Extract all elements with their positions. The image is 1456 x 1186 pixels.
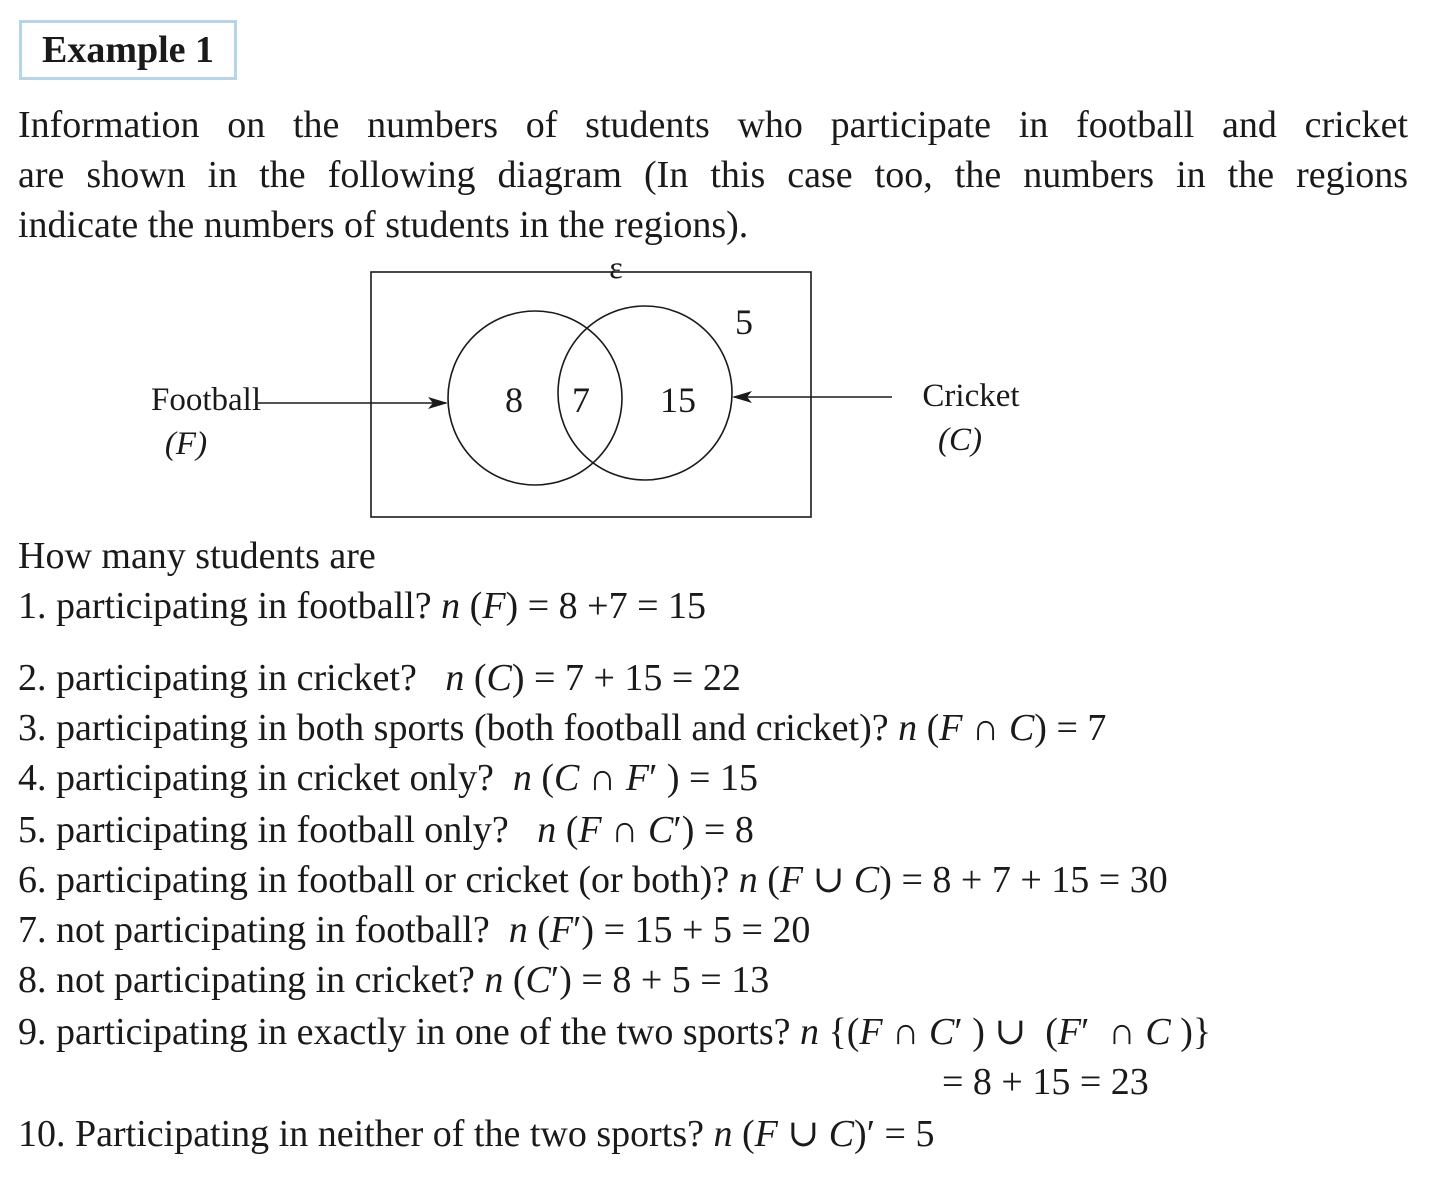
venn-diagram	[0, 248, 1100, 528]
question-3-answer: n (F ∩ C) = 7	[898, 707, 1107, 749]
question-5	[18, 808, 754, 852]
intro-line-2: are shown in the following diagram (In this case too, the numbers in the regions	[18, 154, 1408, 196]
question-6	[18, 858, 1168, 902]
question-9-text: 9. participating in exactly in one of the two sports?	[18, 1011, 800, 1053]
question-1	[18, 584, 706, 628]
cricket-symbol: (C)	[938, 422, 982, 458]
question-7-answer: n (F′) = 15 + 5 = 20	[508, 909, 811, 951]
question-3	[18, 706, 1106, 750]
question-9-answer: n {(F ∩ C′ ) ∪ (F′ ∩ C )}	[799, 1011, 1212, 1053]
question-6-answer: n (F ∪ C) = 8 + 7 + 15 = 30	[738, 859, 1168, 901]
cricket-label: Cricket	[922, 378, 1020, 414]
outside-region-value: 5	[735, 302, 753, 342]
question-9-continuation: = 8 + 15 = 23	[942, 1061, 1149, 1103]
football-only-value: 8	[505, 380, 523, 420]
football-label: Football	[150, 382, 262, 418]
question-2	[18, 656, 741, 700]
universal-set-symbol: ε	[609, 249, 623, 285]
question-7	[18, 908, 810, 952]
question-8-answer: n (C′) = 8 + 5 = 13	[484, 959, 770, 1001]
question-10-answer: n (F ∪ C)′ = 5	[713, 1113, 935, 1155]
question-3-text: 3. participating in both sports (both football and cricket)?	[18, 707, 899, 749]
question-8	[18, 958, 769, 1002]
intro-paragraph	[18, 100, 1408, 250]
question-10-text: 10. Participating in neither of the two sports?	[18, 1113, 714, 1155]
question-9	[18, 1010, 1211, 1054]
question-6-text: 6. participating in football or cricket (or both)?	[18, 859, 739, 901]
question-8-text: 8. not participating in cricket?	[18, 959, 485, 1001]
question-4-answer: n (C ∩ F′ ) = 15	[512, 757, 758, 799]
intersection-value: 7	[572, 380, 590, 420]
question-5-answer: n (F ∩ C′) = 8	[537, 809, 754, 851]
question-2-answer: n (C) = 7 + 15 = 22	[445, 657, 741, 699]
question-4	[18, 756, 758, 800]
football-circle	[448, 311, 622, 485]
question-5-text: 5. participating in football only?	[18, 809, 538, 851]
question-header: How many students are	[18, 535, 376, 577]
example-title: Example 1	[19, 20, 237, 80]
question-1-answer: n (F) = 8 +7 = 15	[441, 585, 707, 627]
question-10	[18, 1112, 934, 1156]
football-symbol: (F)	[164, 426, 208, 462]
intro-line-3: indicate the numbers of students in the regions).	[18, 204, 749, 246]
question-4-text: 4. participating in cricket only?	[18, 757, 513, 799]
cricket-only-value: 15	[660, 380, 696, 420]
intro-line-1: Information on the numbers of students who participate in football and cricket	[18, 104, 1408, 146]
question-7-text: 7. not participating in football?	[18, 909, 509, 951]
question-2-text: 2. participating in cricket?	[18, 657, 446, 699]
question-1-text: 1. participating in football?	[18, 585, 442, 627]
